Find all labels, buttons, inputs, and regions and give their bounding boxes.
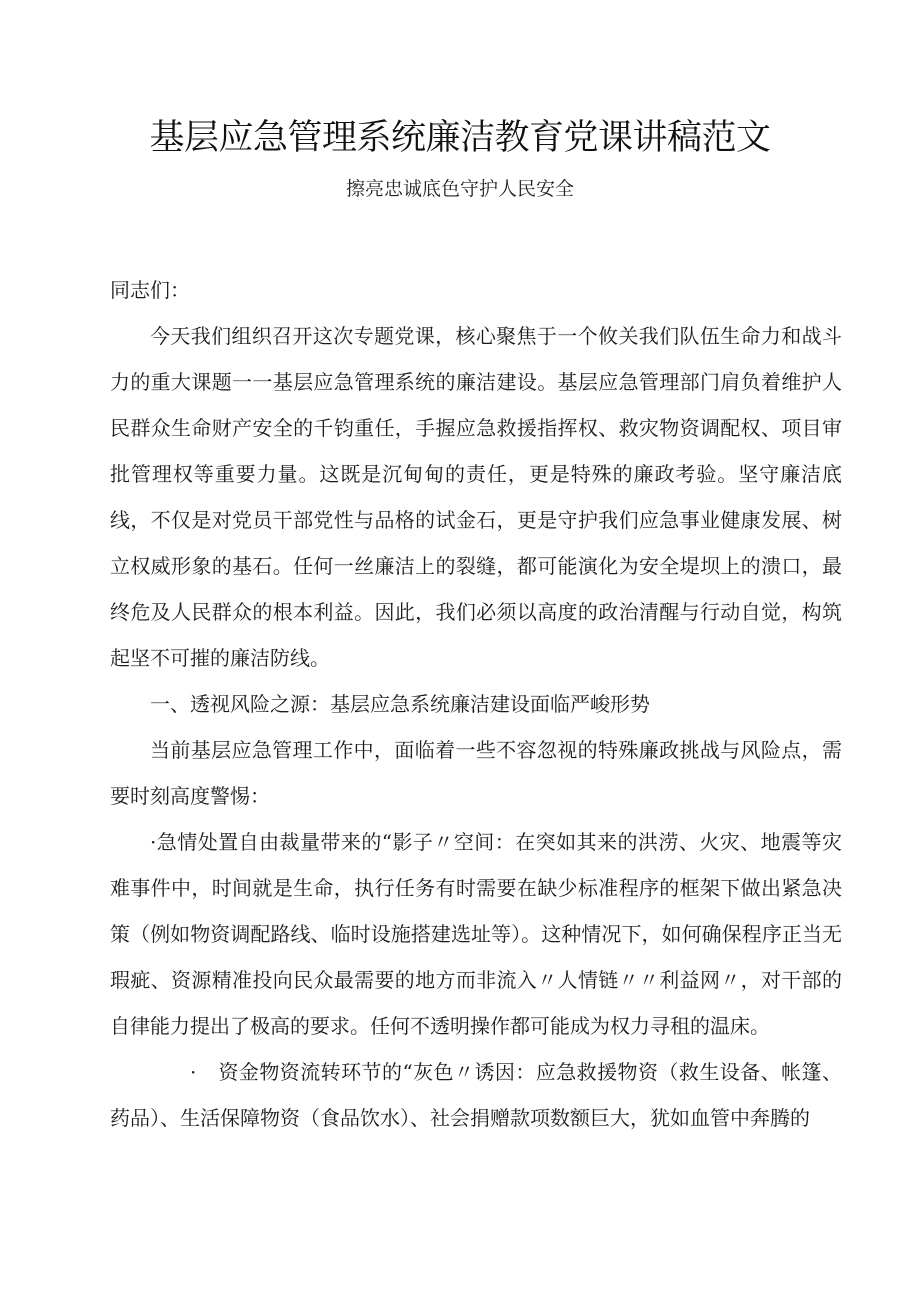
bullet-item-1: ·急情处置自由裁量带来的“影子〃空间：在突如其来的洪涝、火灾、地震等灾难事件中，时间就是生命，执行任务有时需要在缺少标准程序的框架下做出紧急决策（例如物资调配路线、临时设施搭建选址等）。这种情况下，如何确保程序正当无瑕疵、资源精准投向民众最需要的地方而非流入〃人情链〃〃利益网〃，对干部的自律能力提出了极高的要求。任何不透明操作都可能成为权力寻租的温床。 <box>110 830 842 1038</box>
document-body <box>110 267 842 1141</box>
section-heading-1: 一、透视风险之源：基层应急系统廉洁建设面临严峻形势 <box>150 692 650 716</box>
document-subtitle: 擦亮忠诚底色守护人民安全 <box>345 178 574 200</box>
greeting: 同志们： <box>110 278 190 302</box>
bullet-item-2 <box>110 1049 842 1141</box>
paragraph-intro: 今天我们组织召开这次专题党课，核心聚焦于一个攸关我们队伍生命力和战斗力的重大课题一一基层应急管理系统的廉洁建设。基层应急管理部门肩负着维护人民群众生命财产安全的千钧重任，手握应急救援指挥权、救灾物资调配权、项目审批管理权等重要力量。这既是沉甸甸的责任，更是特殊的廉政考验。坚守廉洁底线，不仅是对党员干部党性与品格的试金石，更是守护我们应急事业健康发展、树立权威形象的基石。任何一丝廉洁上的裂缝，都可能演化为安全堤坝上的溃口，最终危及人民群众的根本利益。因此，我们必须以高度的政治清醒与行动自觉，构筑起坚不可摧的廉洁防线。 <box>110 324 842 670</box>
paragraph-situation: 当前基层应急管理工作中，面临着一些不容忽视的特殊廉政挑战与风险点，需要时刻高度警惕： <box>110 738 842 808</box>
bullet-item-2-text: 资金物资流转环节的“灰色〃诱因：应急救援物资（救生设备、帐篷、药品）、生活保障物资（食品饮水）、社会捐赠款项数额巨大，犹如血管中奔腾的 <box>110 1060 842 1130</box>
document-title: 基层应急管理系统廉洁教育党课讲稿范文 <box>149 118 771 158</box>
bullet-marker: · <box>190 1060 197 1084</box>
